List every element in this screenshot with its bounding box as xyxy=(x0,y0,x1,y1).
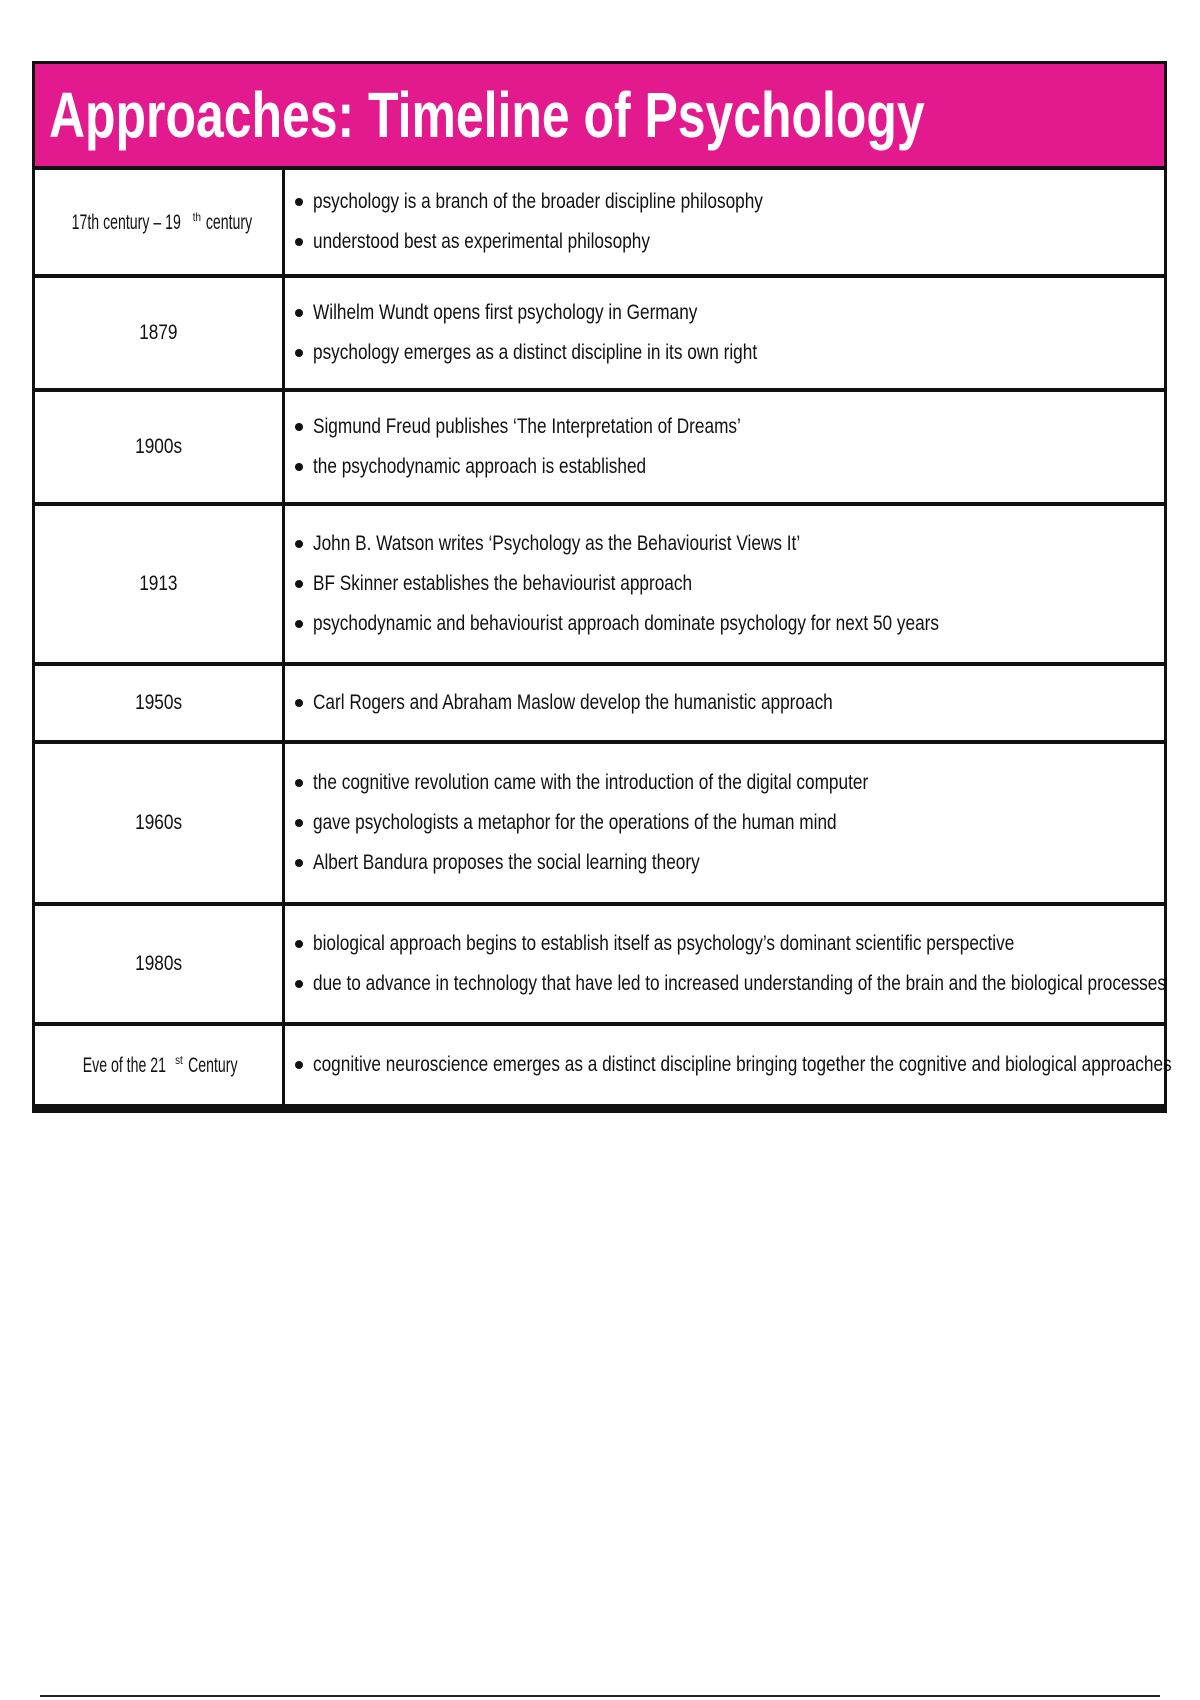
timeline-points xyxy=(285,506,1164,662)
list-item: biological approach begins to establish itself as psychology’s dominant scientific perspective xyxy=(295,924,1200,964)
bullet-icon xyxy=(295,699,303,707)
title-bar xyxy=(35,64,1164,170)
list-item: Carl Rogers and Abraham Maslow develop the humanistic approach xyxy=(295,683,1164,723)
timeline-date: Eve of the 21 $^{st}$Century xyxy=(35,1026,285,1104)
list-item: BF Skinner establishes the behaviourist approach xyxy=(295,564,1164,604)
timeline-points xyxy=(285,278,1164,388)
list-item: Albert Bandura proposes the social learning theory xyxy=(295,843,1164,883)
timeline-row xyxy=(35,392,1164,506)
timeline-row xyxy=(35,744,1164,906)
timeline-row xyxy=(35,666,1164,744)
list-item: psychology is a branch of the broader discipline philosophy xyxy=(295,182,1164,222)
list-item: understood best as experimental philosophy xyxy=(295,222,1164,262)
timeline-date: 1900s xyxy=(35,392,285,502)
bullet-icon xyxy=(295,980,303,988)
bullet-icon xyxy=(295,198,303,206)
list-item: gave psychologists a metaphor for the operations of the human mind xyxy=(295,803,1164,843)
list-item: due to advance in technology that have led to increased understanding of the brain and the biological processes xyxy=(295,964,1200,1004)
bullet-icon xyxy=(295,540,303,548)
bottom-divider xyxy=(40,1695,1160,1697)
timeline-points xyxy=(285,1026,1200,1104)
bullet-icon xyxy=(295,1061,303,1069)
list-item: cognitive neuroscience emerges as a distinct discipline bringing together the cognitive and biological approaches xyxy=(295,1045,1200,1085)
list-item: psychodynamic and behaviourist approach dominate psychology for next 50 years xyxy=(295,604,1164,644)
list-item: psychology emerges as a distinct discipline in its own right xyxy=(295,333,1164,373)
timeline-points xyxy=(285,666,1164,740)
timeline-date: 1980s xyxy=(35,906,285,1022)
timeline-row xyxy=(35,506,1164,666)
bullet-icon xyxy=(295,779,303,787)
bullet-icon xyxy=(295,463,303,471)
bullet-icon xyxy=(295,940,303,948)
bullet-icon xyxy=(295,580,303,588)
timeline-date: 1913 xyxy=(35,506,285,662)
list-item: John B. Watson writes ‘Psychology as the Behaviourist Views It’ xyxy=(295,524,1164,564)
list-item: the psychodynamic approach is established xyxy=(295,447,1164,487)
list-item: Wilhelm Wundt opens first psychology in Germany xyxy=(295,293,1164,333)
timeline-sheet xyxy=(32,61,1172,1113)
timeline-row xyxy=(35,278,1164,392)
page-title: Approaches: Timeline of Psychology xyxy=(49,79,925,151)
bullet-icon xyxy=(295,859,303,867)
timeline-points xyxy=(285,906,1200,1022)
list-item: the cognitive revolution came with the introduction of the digital computer xyxy=(295,763,1164,803)
timeline-points xyxy=(285,744,1164,902)
bullet-icon xyxy=(295,620,303,628)
list-item: Sigmund Freud publishes ‘The Interpretation of Dreams’ xyxy=(295,407,1164,447)
timeline-date: 1879 xyxy=(35,278,285,388)
timeline-points xyxy=(285,392,1164,502)
timeline-row xyxy=(35,1026,1172,1110)
timeline-date: 17th century – 19 $^{th}$century xyxy=(35,170,285,274)
timeline-points xyxy=(285,170,1164,274)
timeline-row xyxy=(35,170,1164,278)
bullet-icon xyxy=(295,423,303,431)
bullet-icon xyxy=(295,238,303,246)
bullet-icon xyxy=(295,819,303,827)
timeline-date: 1950s xyxy=(35,666,285,740)
timeline-date: 1960s xyxy=(35,744,285,902)
bullet-icon xyxy=(295,309,303,317)
timeline-row xyxy=(35,906,1164,1026)
bullet-icon xyxy=(295,349,303,357)
